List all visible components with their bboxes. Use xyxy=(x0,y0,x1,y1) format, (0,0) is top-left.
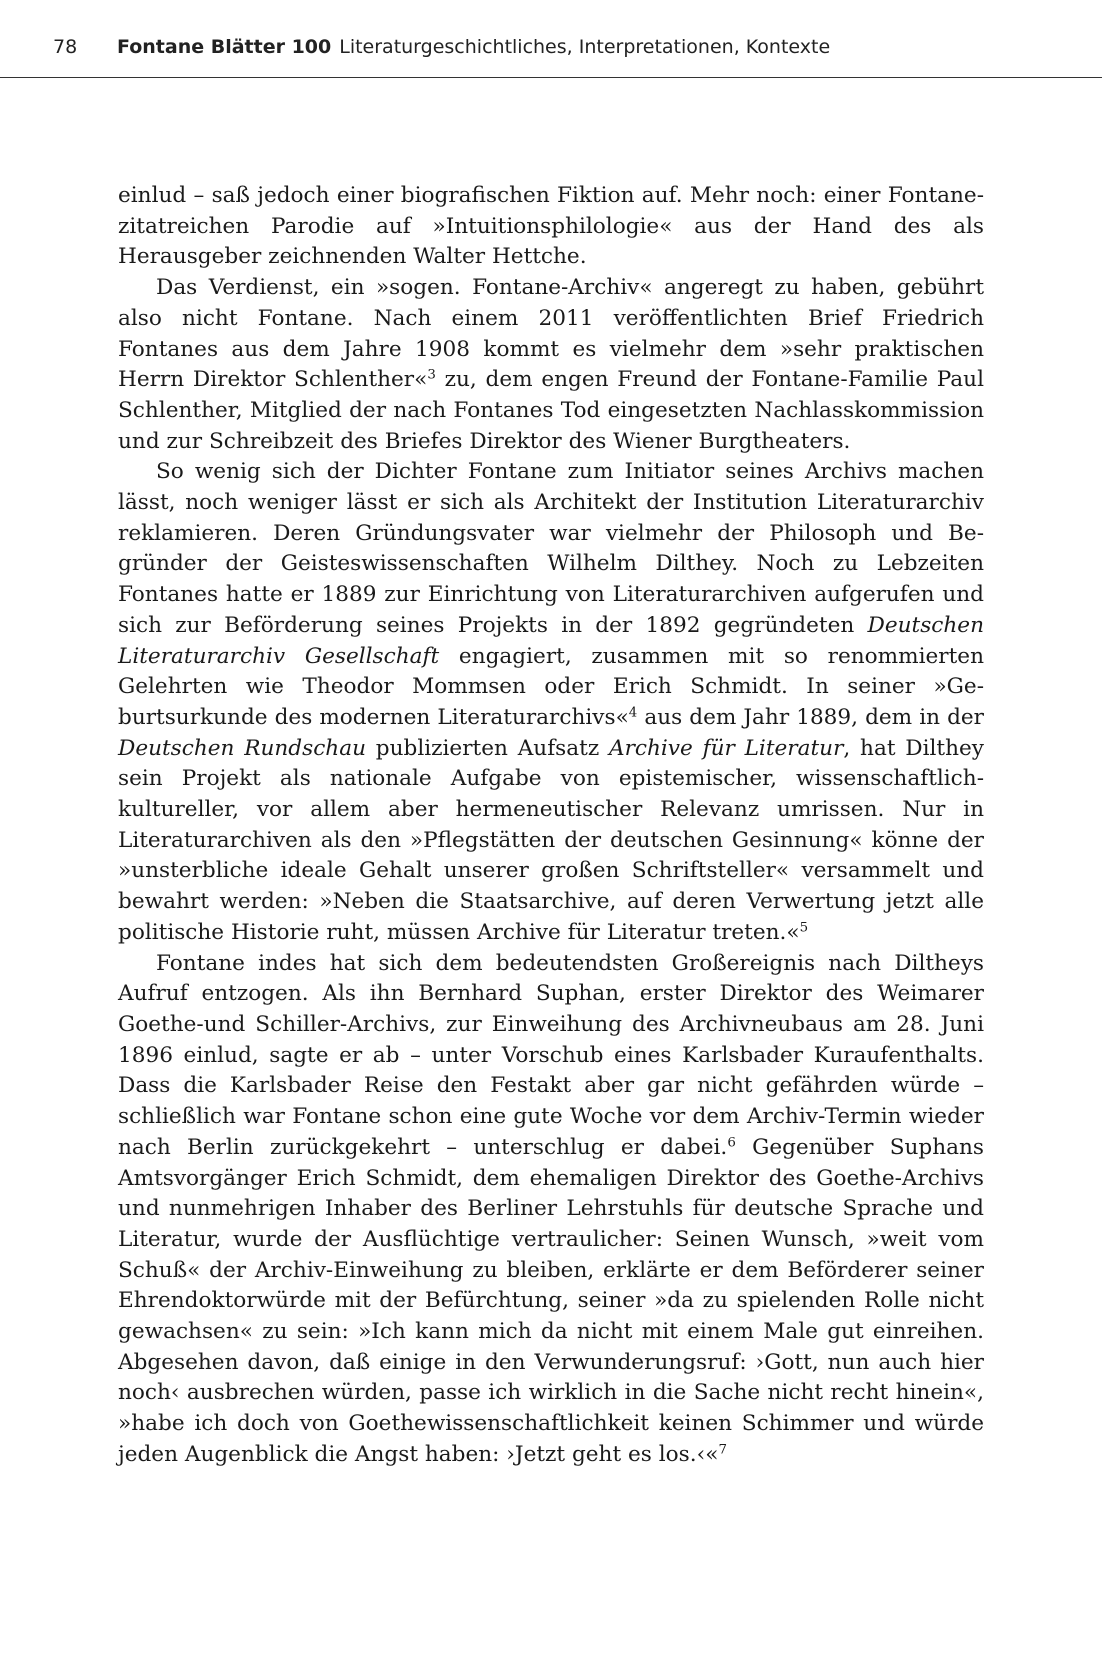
running-header xyxy=(53,36,1062,66)
footnote-ref: 4 xyxy=(628,705,638,721)
italic-title: Deutschen Rundschau xyxy=(118,735,366,761)
italic-title: Archive für Literatur xyxy=(608,735,844,761)
text-run: Das Verdienst, ein »sogen. Fontane-Archiv« angeregt zu haben, gebührt also nicht Fontane. Nach einem 2011 veröffentlichten Brief Friedrich Fontanes aus dem Jahre 1908 kommt es vielmehr dem »sehr praktischen Herrn Direktor Schlenther« xyxy=(118,275,984,393)
text-run: publizierten Aufsatz xyxy=(366,735,609,761)
header-rule xyxy=(0,77,1102,78)
journal-title: Fontane Blätter 100 xyxy=(117,36,332,58)
footnote-ref: 6 xyxy=(727,1135,736,1151)
text-run: zu, dem engen Freund der Fontane-Familie Paul Schlenther, Mitglied der nach Fontanes Tod eingesetzten Nachlasskommission und zur Schreibzeit des Briefes Direktor des Wiener Burgtheaters. xyxy=(118,367,984,454)
text-run: engagiert, zusammen mit so renommierten Gelehrten wie Theodor Mommsen oder Erich Schmidt. In seiner »Geburtsurkunde des modernen Literaturarchivs« xyxy=(118,643,984,730)
footnote-ref: 3 xyxy=(427,367,436,383)
text-run: einlud – saß jedoch einer biografischen Fiktion auf. Mehr noch: einer Fontane-zitatreichen Parodie auf »Intuitionsphilologie« aus der Hand des als Herausgeber zeichnenden Walter Hettche. xyxy=(118,183,984,270)
body-text xyxy=(118,181,984,1471)
paragraph xyxy=(118,457,984,948)
section-title: Literaturgeschichtliches, Interpretationen, Kontexte xyxy=(339,36,831,58)
paragraph xyxy=(118,273,984,457)
text-run: Fontane indes hat sich dem bedeutendsten Großereignis nach Diltheys Aufruf entzogen. Als ihn Bernhard Suphan, erster Direktor des Weimarer Goethe-und Schiller-Archivs, zur Einweihung des Archivneubaus am 28. Juni 1896 einlud, sagte er ab – unter Vorschub eines Karlsbader Kuraufenthalts. Dass die Karlsbader Reise den Festakt aber gar nicht gefährden würde – schließlich war Fontane schon eine gute Woche vor dem Archiv-Termin wieder nach Berlin zurückgekehrt – unterschlug er dabei. xyxy=(118,950,984,1160)
paragraph xyxy=(118,949,984,1471)
footnote-ref: 7 xyxy=(718,1442,727,1458)
text-run: , hat Dilthey sein Projekt als nationale Aufgabe von epistemischer, wissenschaftlich-kultureller, vor allem aber hermeneutischer Relevanz umrissen. Nur in Literaturarchiven als den »Pflegstätten der deutschen Gesinnung« könne der »unsterbliche ideale Gehalt unserer großen Schriftsteller« versammelt und bewahrt werden: »Neben die Staatsarchive, auf deren Verwertung jetzt alle politische Historie ruht, müssen Archive für Literatur treten.« xyxy=(118,735,984,945)
text-run: So wenig sich der Dichter Fontane zum Initiator seines Archivs machen lässt, noch weniger lässt er sich als Architekt der Institution Literaturarchiv reklamieren. Deren Gründungsvater war vielmehr der Philosoph und Begründer der Geisteswissenschaften Wilhelm Dilthey. Noch zu Lebzeiten Fontanes hatte er 1889 zur Einrichtung von Literaturarchiven aufgerufen und sich zur Beförderung seines Projekts in der 1892 gegründeten xyxy=(118,459,984,638)
text-run: Gegenüber Suphans Amtsvorgänger Erich Schmidt, dem ehemaligen Direktor des Goethe-Archivs und nunmehrigen Inhaber des Berliner Lehrstuhls für deutsche Sprache und Literatur, wurde der Ausflüchtige vertraulicher: Seinen Wunsch, »weit vom Schuß« der Archiv-Einweihung zu bleiben, erklärte er dem Beförderer seiner Ehrendoktorwürde mit der Befürchtung, seiner »da zu spielenden Rolle nicht gewachsen« zu sein: »Ich kann mich da nicht mit einem Male gut einreihen. Abgesehen davon, daß einige in den Verwunderungsruf: ›Gott, nun auch hier noch‹ ausbrechen würden, passe ich wirklich in die Sache nicht recht hinein«, »habe ich doch von Goethewissenschaftlichkeit keinen Schimmer und würde jeden Augenblick die Angst haben: ›Jetzt geht es los.‹« xyxy=(118,1134,984,1467)
italic-title: Deutschen Literaturarchiv Gesellschaft xyxy=(118,612,984,669)
paragraph xyxy=(118,181,984,273)
page-number: 78 xyxy=(53,36,78,58)
footnote-ref: 5 xyxy=(799,920,809,936)
text-run: aus dem Jahr 1889, dem in der xyxy=(637,704,984,730)
